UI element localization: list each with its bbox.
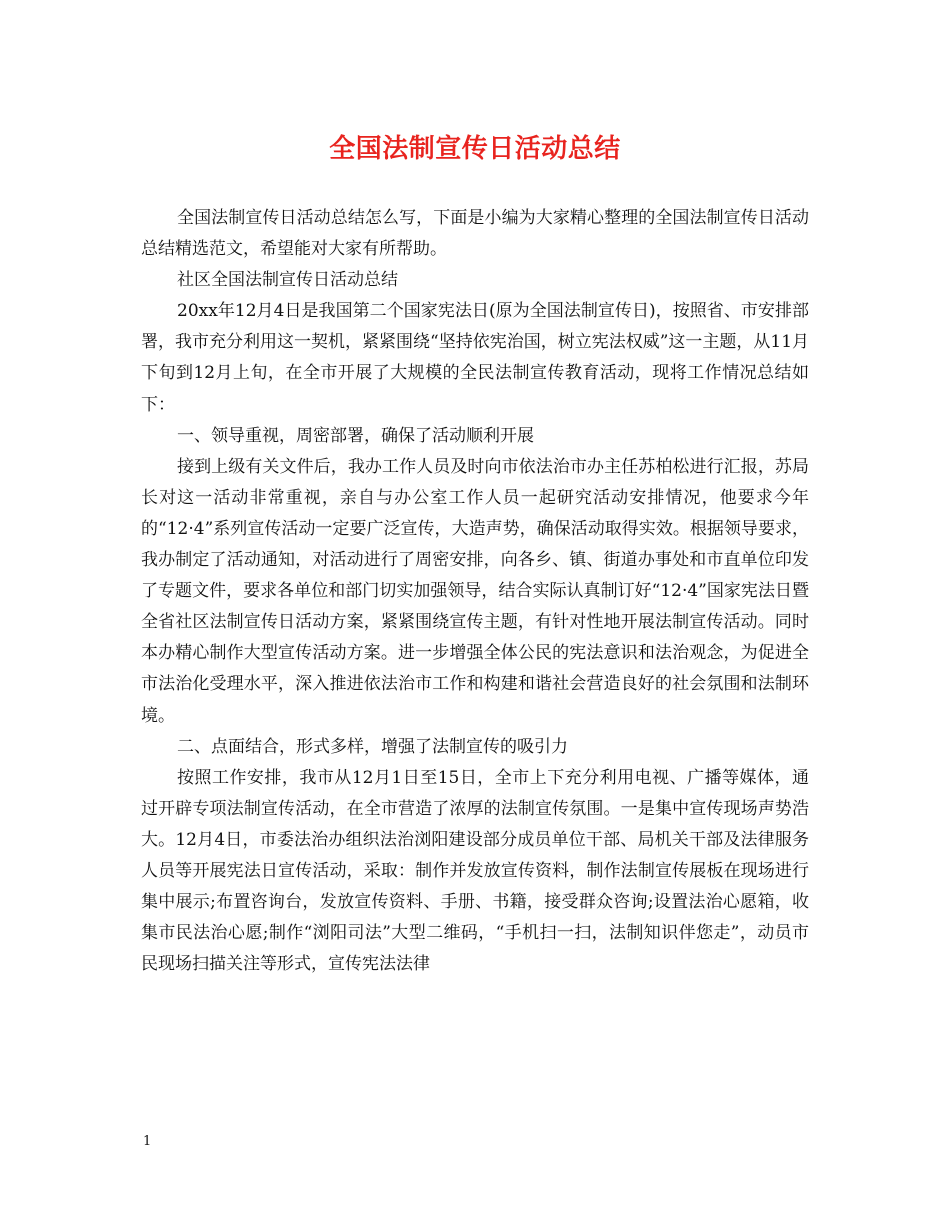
paragraph-intro: 全国法制宣传日活动总结怎么写，下面是小编为大家精心整理的全国法制宣传日活动总结精选范文，希望能对大家有所帮助。 xyxy=(141,208,809,260)
document-body xyxy=(141,203,809,980)
paragraph-subtitle: 社区全国法制宣传日活动总结 xyxy=(177,270,398,291)
document-title: 全国法制宣传日活动总结 xyxy=(329,134,621,164)
paragraph-section-1: 接到上级有关文件后，我办工作人员及时向市依法治市办主任苏柏松进行汇报，苏局长对这一活动非常重视，亲自与办公室工作人员一起研究活动安排情况，他要求今年的“12·4”系列宣传活动一定要广泛宣传，大造声势，确保活动取得实效。根据领导要求，我办制定了活动通知，对活动进行了周密安排，向各乡、镇、街道办事处和市直单位印发了专题文件，要求各单位和部门切实加强领导，结合实际认真制订好“12·4”国家宪法日暨全省社区法制宣传日活动方案，紧紧围绕宣传主题，有针对性地开展法制宣传活动。同时本办精心制作大型宣传活动方案。进一步增强全体公民的宪法意识和法治观念，为促进全市法治化受理水平，深入推进依法治市工作和构建和谐社会营造良好的社会氛围和法制环境。 xyxy=(141,456,809,726)
paragraph-overview: 20xx年12月4日是我国第二个国家宪法日(原为全国法制宣传日)，按照省、市安排部署，我市充分利用这一契机，紧紧围绕“坚持依宪治国，树立宪法权威”这一主题，从11月下旬到12月上旬，在全市开展了大规模的全民法制宣传教育活动，现将工作情况总结如下： xyxy=(141,301,810,415)
section-heading-2: 二、点面结合，形式多样，增强了法制宣传的吸引力 xyxy=(177,736,568,757)
paragraph-section-2: 按照工作安排，我市从12月1日至15日，全市上下充分利用电视、广播等媒体，通过开辟专项法制宣传活动，在全市营造了浓厚的法制宣传氛围。一是集中宣传现场声势浩大。12月4日，市委法治办组织法治浏阳建设部分成员单位干部、局机关干部及法律服务人员等开展宪法日宣传活动，采取：制作并发放宣传资料，制作法制宣传展板在现场进行集中展示;布置咨询台，发放宣传资料、手册、书籍，接受群众咨询;设置法治心愿箱，收集市民法治心愿;制作“浏阳司法”大型二维码，“手机扫一扫，法制知识伴您走”，动员市民现场扫描关注等形式，宣传宪法法律 xyxy=(141,767,809,975)
section-heading-1: 一、领导重视，周密部署，确保了活动顺利开展 xyxy=(177,425,534,446)
page-number: 1 xyxy=(143,1134,152,1149)
